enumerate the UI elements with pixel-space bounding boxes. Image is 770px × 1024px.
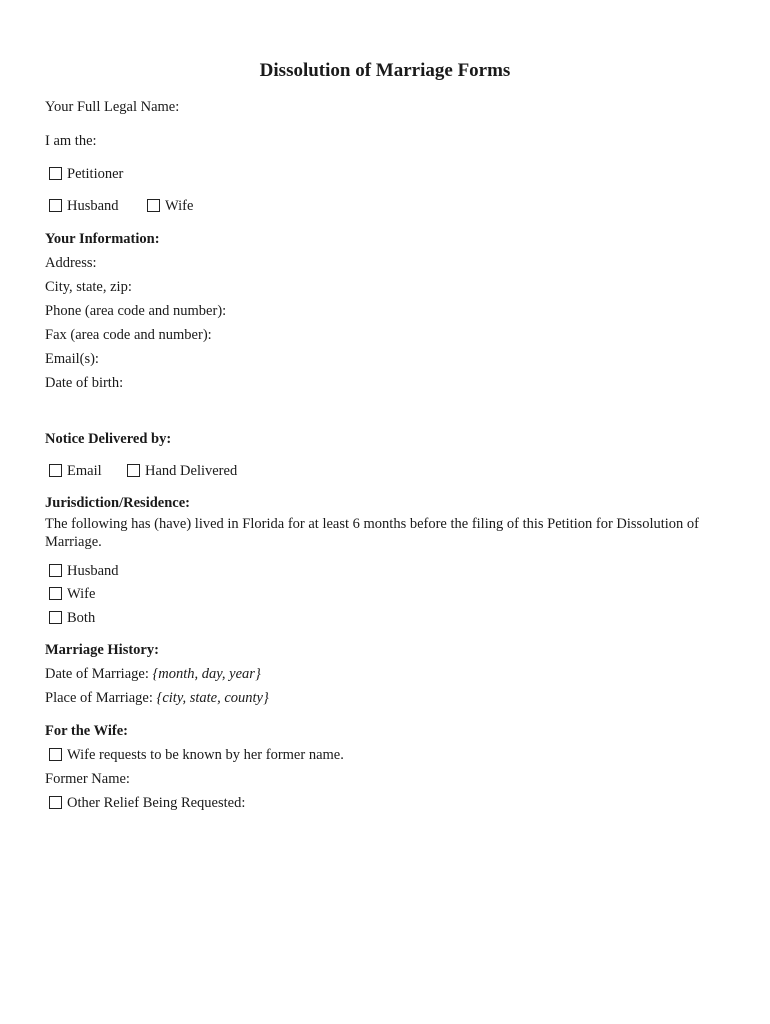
former-name-checkbox[interactable] — [49, 748, 62, 761]
i-am-the-label: I am the: — [45, 133, 97, 149]
jurisdiction-both-label: Both — [67, 610, 96, 626]
wife-label: Wife — [165, 198, 194, 214]
marriage-history-heading: Marriage History: — [45, 642, 159, 658]
jurisdiction-husband-option[interactable] — [49, 562, 119, 580]
date-of-marriage-hint: {month, day, year} — [152, 666, 261, 682]
place-of-marriage-label: Place of Marriage: — [45, 690, 153, 706]
wife-option[interactable] — [147, 197, 193, 215]
date-of-birth-label: Date of birth: — [45, 375, 124, 391]
your-information-heading: Your Information: — [45, 231, 160, 247]
city-state-zip-label: City, state, zip: — [45, 279, 132, 295]
notice-hand-checkbox[interactable] — [127, 464, 140, 477]
former-name-label: Former Name: — [45, 771, 130, 787]
notice-hand-option[interactable] — [127, 462, 237, 480]
fax-label: Fax (area code and number): — [45, 327, 212, 343]
petitioner-checkbox[interactable] — [49, 167, 62, 180]
jurisdiction-both-option[interactable] — [49, 609, 95, 627]
page-title: Dissolution of Marriage Forms — [259, 60, 511, 81]
jurisdiction-wife-checkbox[interactable] — [49, 587, 62, 600]
phone-label: Phone (area code and number): — [45, 303, 227, 319]
wife-checkbox[interactable] — [147, 199, 160, 212]
jurisdiction-heading: Jurisdiction/Residence: — [45, 495, 190, 511]
place-of-marriage-line — [45, 689, 269, 707]
former-name-option-label: Wife requests to be known by her former name. — [67, 747, 344, 763]
other-relief-label: Other Relief Being Requested: — [67, 795, 246, 811]
jurisdiction-husband-label: Husband — [67, 563, 119, 579]
notice-heading: Notice Delivered by: — [45, 431, 172, 447]
husband-label: Husband — [67, 198, 119, 214]
jurisdiction-text: The following has (have) lived in Florida for at least 6 months before the filing of this Petition for Dissolution of Marriage. — [45, 516, 699, 550]
place-of-marriage-hint: {city, state, county} — [156, 690, 269, 706]
former-name-option[interactable] — [49, 746, 344, 764]
notice-hand-label: Hand Delivered — [145, 463, 238, 479]
date-of-marriage-label: Date of Marriage: — [45, 666, 149, 682]
email-label: Email(s): — [45, 351, 99, 367]
husband-checkbox[interactable] — [49, 199, 62, 212]
full-name-label: Your Full Legal Name: — [45, 99, 180, 115]
for-wife-heading: For the Wife: — [45, 723, 128, 739]
petitioner-option[interactable] — [49, 165, 123, 183]
jurisdiction-wife-label: Wife — [67, 586, 96, 602]
jurisdiction-husband-checkbox[interactable] — [49, 564, 62, 577]
other-relief-checkbox[interactable] — [49, 796, 62, 809]
address-label: Address: — [45, 255, 97, 271]
petitioner-label: Petitioner — [67, 166, 124, 182]
other-relief-option[interactable] — [49, 794, 245, 812]
jurisdiction-wife-option[interactable] — [49, 585, 95, 603]
notice-email-label: Email — [67, 463, 102, 479]
notice-email-option[interactable] — [49, 462, 102, 480]
date-of-marriage-line — [45, 665, 261, 683]
husband-option[interactable] — [49, 197, 119, 215]
notice-email-checkbox[interactable] — [49, 464, 62, 477]
jurisdiction-both-checkbox[interactable] — [49, 611, 62, 624]
